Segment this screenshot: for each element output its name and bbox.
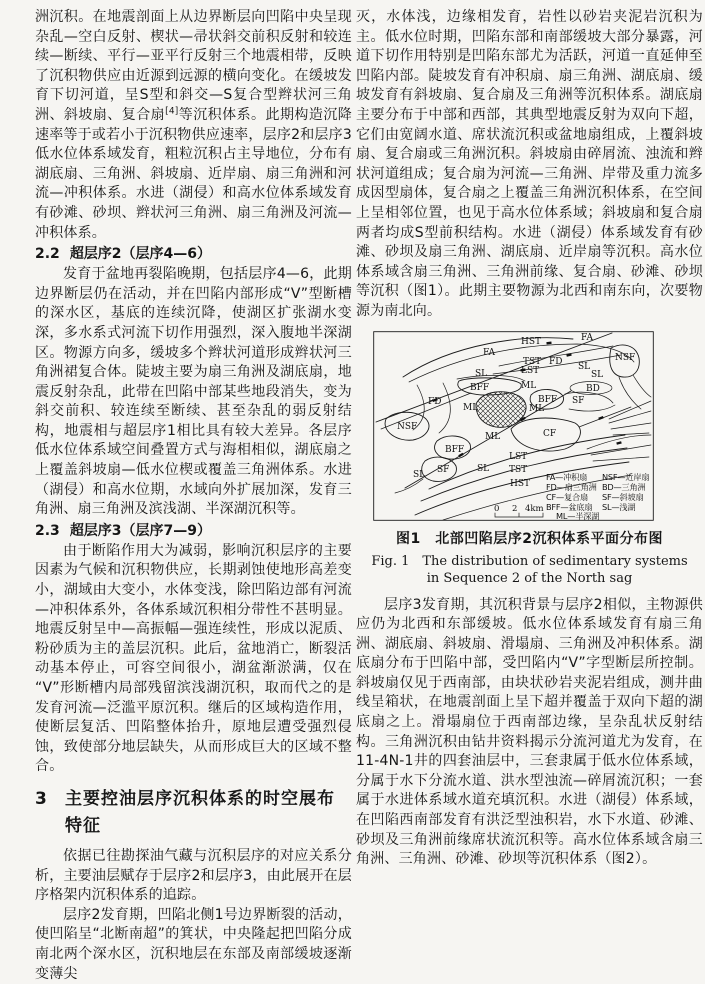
map-label: BFF <box>445 444 465 455</box>
map-label: SL <box>591 369 604 380</box>
map-label: NSF <box>615 352 636 363</box>
right-column <box>356 8 703 870</box>
map-label: SL <box>477 463 490 474</box>
fault-line <box>579 407 631 427</box>
paragraph-continuation: 灭，水体浅，边缘相发育，岩性以砂岩夹泥岩沉积为主。低水位时期，凹陷东部和南部缓坡大部分暴露，河道下切作用特别是凹陷东部尤为活跃，河道一直延伸至凹陷内部。陡坡发育有冲积扇、扇三角洲、湖底扇、缓坡发育有斜坡扇、复合扇及三角洲等沉积体系。湖底扇主要分布于中部和西部，其典型地震反射为双向下超，它们由宽阔水道、席状流沉积或盆地扇组成，上覆斜坡扇、复合扇或三角洲沉积。斜坡扇由碎屑流、浊流和辫状河道组成；复合扇为河流—三角洲、岸带及重力流多成因型扇体，复合扇之上覆盖三角洲沉积体系，在空间上呈相邻位置，也见于高水位体系域；斜坡扇和复合扇两者均成S型前积结构。水进（湖侵）体系域发育有砂滩、砂坝及扇三角洲、湖底扇、近岸扇等沉积。高水位体系域含扇三角洲、三角洲前缘、复合扇、砂滩、砂坝等沉积（图1）。此期主要物源为北西和南东向，次要物源为南北向。 <box>356 9 703 319</box>
map-label: SF <box>437 464 450 475</box>
scale-tick-label: 2 <box>512 503 518 514</box>
basin-floor-fan-outline <box>458 377 522 394</box>
fault-marker <box>546 341 551 344</box>
map-label: FA <box>581 332 593 343</box>
map-label: LST <box>521 365 540 376</box>
heading-number: 2.3 <box>35 522 60 539</box>
fan-ray <box>609 401 651 419</box>
map-label: TST <box>523 356 542 367</box>
fault-line <box>381 393 471 429</box>
paragraph-text: 洲沉积。在地震剖面上从边界断层向凹陷中央呈现杂乱—空白反射、楔状—帚状斜交前积反射和较连续—断续、平行—亚平行反射三个地震相带，反映了沉积物供应由近源到远源的横向变化。在缓坡发育下切河道，呈S型和斜交—S复合型辫状河三角洲、斜坡扇、复合扇 <box>35 9 352 123</box>
legend-entry: BFF—盆底扇 <box>546 501 593 512</box>
paragraph: 层序3发育期，其沉积背景与层序2相似，主物源供应仍为北西和东部缓坡。低水位体系域发育有扇三角洲、湖底扇、斜坡扇、滑塌扇、三角洲及冲积体系。湖底扇分布于凹陷中部，受凹陷内“V”字型断层所控制。斜坡扇仅见于西南部，由块状砂岩夹泥岩组成，测井曲线呈箱状，在地震剖面上呈下超并覆盖于双向下超的湖底扇之上。滑塌扇位于西南部边缘，呈杂乱状反射结构。三角洲沉积由钻井资料揭示分流河道尤为发育，在11-4N-1井的四套油层中，三套隶属于低水位体系域，分属于水下分流水道、洪水型浊流—碎屑流沉积；一套属于水进体系域水道充填沉积。水进（湖侵）体系域，在凹陷西南部发育有洪泛型浊积岩，水下水道、砂滩、砂坝及三角洲前缘席状流沉积等。高水位体系域含扇三角洲、三角洲、砂滩、砂坝等沉积体系（图2）。 <box>356 596 703 868</box>
map-label: ML <box>463 402 479 413</box>
fan-ray <box>613 433 649 435</box>
subsection-heading-2-2 <box>35 244 352 264</box>
heading-title: 超层序2（层序4—6） <box>69 246 212 263</box>
paragraph: 层序2发育期，凹陷北侧1号边界断裂的活动，使凹陷呈“北断南超”的箕状，中央隆起把凹陷分成南北两个深水区，沉积地层在东部及南部缓坡逐渐变薄尖 <box>35 906 352 982</box>
heading-number: 3 <box>35 788 48 809</box>
scale-tick-label: 4km <box>525 503 544 514</box>
paragraph-continuation <box>35 8 352 243</box>
reference-marker: [4] <box>165 106 179 117</box>
map-label: NSF <box>397 421 418 432</box>
legend-entry: CF—复合扇 <box>546 491 588 502</box>
paragraph-text: 等沉积体系。此期构造沉降速率等于或若小于沉积物供应速率，层序2和层序3低水位体系域发育，粗粒沉积占主导地位，分布有湖底扇、三角洲、斜坡扇、近岸扇、扇三角洲和河流—冲积体系。水进（湖侵）和高水位体系域发育有砂滩、砂坝、辫状河三角洲、扇三角洲及河流—冲积体系。 <box>35 106 352 241</box>
map-label: FA <box>483 347 495 358</box>
fault-marker <box>616 441 621 445</box>
map-label: ML <box>485 431 501 442</box>
fault-marker <box>598 415 604 419</box>
facies-boundary <box>439 383 450 433</box>
map-label: BD <box>586 383 600 394</box>
map-label: BFF <box>538 394 558 405</box>
legend-entry: BD—三角洲 <box>602 481 646 492</box>
figure-caption-zh: 图1 北部凹陷层序2沉积体系平面分布图 <box>396 530 663 547</box>
subsection-heading-2-3 <box>35 521 352 541</box>
sedimentary-systems-map <box>373 331 654 521</box>
paragraph: 发育于盆地再裂陷晚期，包括层序4—6，此期边界断层仍在活动，并在凹陷内部形成“V”型断槽的深水区，基底的连续沉降，使湖区扩张湖水变深，多水系式河流下切作用强烈，深入腹地半深湖区。物源方向多，缓坡多个辫状河道形成辫状河三角洲裙复合体。陡坡主要为扇三角洲及湖底扇，地震反射杂乱，此带在凹陷中部某些地段消失，变为斜交前积、较连续至断续、甚至杂乱的弱反射结构，地震相与超层序1相比具有较大差异。各层序低水位体系域空间叠置方式与海相相似，湖底扇之上覆盖斜坡扇—低水位楔或覆盖三角洲体系。水进（湖侵）和高水位期，水域向外扩展加深，发育三角洲、扇三角洲及滨浅湖、半深湖沉积等。 <box>35 266 352 518</box>
map-label: CF <box>543 428 557 439</box>
heading-title: 主要控油层序沉积体系的时空展布特征 <box>65 788 335 836</box>
fan-ray <box>593 457 649 461</box>
paragraph: 依据已往勘探油气藏与沉积层序的对应关系分析，主要油层赋存于层序2和层序3，由此展开在层序格架内沉积体系的追踪。 <box>35 847 352 904</box>
legend-entry: FA—冲积扇 <box>546 471 588 482</box>
map-label: SL <box>475 368 488 379</box>
left-column <box>35 8 352 984</box>
map-label: HST <box>521 336 542 347</box>
legend-entry: SF—斜坡扇 <box>602 491 644 502</box>
fan-ray <box>611 423 651 429</box>
paragraph: 由于断陷作用大为减弱，影响沉积层序的主要因素为气候和沉积物供应，长期剥蚀使地形高差变小，湖域由大变小，水体变浅，除凹陷边部有河流—冲积体系外，各体系域沉积相分带性不甚明显。地震反射呈中—高振幅—强连续性，形成以泥质、粉砂质为主的盖层沉积。此后，盆地消亡，断裂活动基本停止，可容空间很小，湖盆渐淤满，仅在“V”形断槽内局部残留滨浅湖沉积，取而代之的是发育河流—泛滥平原沉积。继后的区域构造作用，使断层复活、凹陷整体抬升，原地层遭受强烈侵蚀，致使部分地层缺失，从而形成巨大的区域不整合。 <box>35 542 352 775</box>
legend-entry: NSF—近岸扇 <box>602 471 650 482</box>
figure-caption-en-line1: Fig. 1 The distribution of sedimentary systems <box>371 553 688 569</box>
map-label: BFF <box>470 382 490 393</box>
map-label: SL <box>413 469 426 480</box>
legend-entry: SL—浅湖 <box>602 501 636 512</box>
map-label: TST <box>509 464 528 475</box>
scale-tick-label: 0 <box>494 503 500 514</box>
fan-ray <box>591 445 651 455</box>
map-label: SL <box>578 361 591 372</box>
map-label: FD <box>549 356 563 367</box>
facies-boundary <box>633 375 651 397</box>
map-label: ML <box>529 403 545 414</box>
legend-entry: FD—扇三角洲 <box>546 481 597 492</box>
heading-number: 2.2 <box>35 246 60 263</box>
heading-title: 超层序3（层序7—9） <box>69 522 212 539</box>
section-heading-3 <box>35 786 352 840</box>
legend-entry: ML—半深湖 <box>556 510 600 521</box>
map-label: ML <box>521 380 537 391</box>
figure-caption-en-line2: in Sequence 2 of the North sag <box>426 570 633 586</box>
map-label: HST <box>510 478 531 489</box>
map-label: FD <box>428 396 442 407</box>
map-label: LST <box>509 451 528 462</box>
map-label: SF <box>572 395 585 406</box>
figure-1 <box>356 331 703 586</box>
